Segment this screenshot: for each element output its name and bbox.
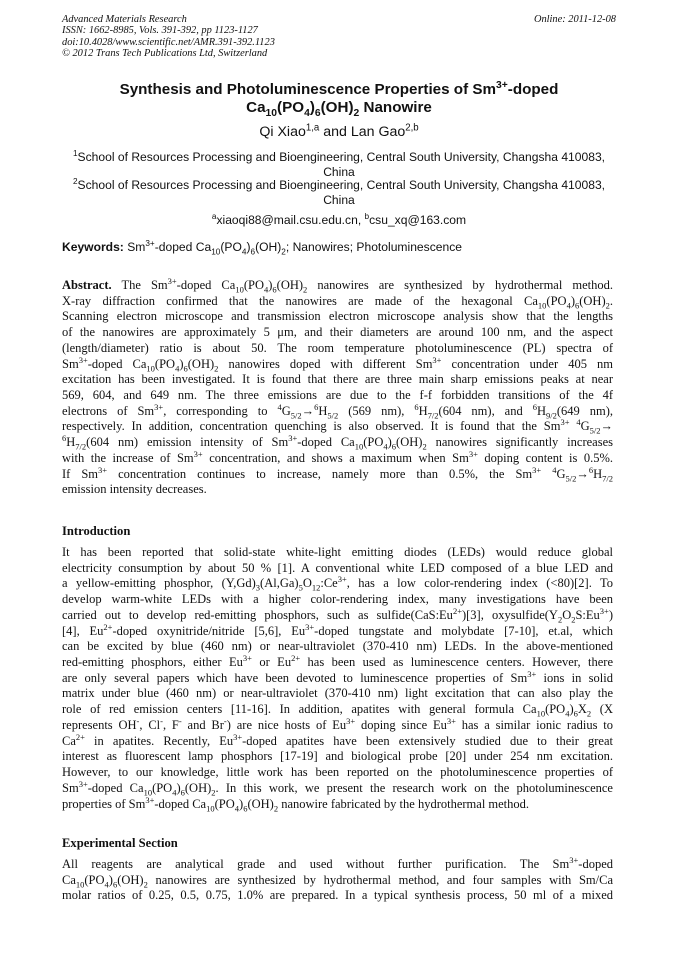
introduction-line: carried out to develop red-emitting phosphors, such as $sulfide(CaS:Eu^{2+})[3]$, $oxysulfide(Y_2O_2S:Eu^{3+})$ — [62, 605, 613, 625]
introduction-line: $Sm^{3+}$-doped $Ca_{10}(PO_4)_6(OH)_2$. In this work, we present the research work on the photoluminescence — [62, 778, 613, 798]
abstract-line: excitation has been investigated. It is found that there are three main sharp emissions peaks at near — [62, 372, 613, 387]
title-text: Nanowire — [359, 99, 432, 116]
affiliation-country: China — [323, 165, 355, 179]
author-name: Qi Xiao — [259, 124, 306, 140]
abstract-text: The $Sm^{3+}$-doped $Ca_{10}(PO_4)_6(OH)_2$ nanowires are synthesized by hydrothermal method. — [111, 275, 613, 295]
abstract-line: (length/diameter) ratio is about 50. The room temperature photoluminescence (PL) spectra of — [62, 340, 613, 355]
abstract-line: $^6H_{7/2}(604$ nm) emission intensity of $Sm^{3+}$-doped $Ca_{10}(PO_4)_6(OH)_2$ nanowires significantly increases — [62, 433, 613, 452]
author-conjunction: and — [319, 124, 351, 140]
affiliation-2 — [62, 178, 616, 208]
introduction-line: matrix under blue (460 nm) or near-ultraviolet (370-410 nm) light excitation that can also play the — [62, 686, 613, 701]
copyright-line: © 2012 Trans Tech Publications Ltd, Switzerland — [62, 48, 268, 60]
title-subscript: 10 — [265, 108, 278, 120]
abstract-line: electrons of $Sm^{3+}$, corresponding to $^4G_{5/2}\to^6H_{5/2}$ (569 nm), $^6H_{7/2}(604$ nm), and $^6H_{9/2}(649$ nm), — [62, 401, 613, 421]
affiliation-1 — [62, 150, 616, 180]
title-text: (PO — [277, 99, 305, 116]
affiliation-country: China — [323, 193, 355, 207]
introduction-line: represents OH-, Cl-, F- and Br-) are nice hosts of $Eu^{3+}$ doping since $Eu^{3+}$ has a similar ionic radius to — [62, 715, 613, 732]
email-address[interactable]: xiaoqi88@mail.csu.edu.cn, — [216, 213, 365, 227]
abstract-line: 569, 604, and 649 nm. The three emissions are due to the f-f forbidden transitions of the 4f — [62, 388, 613, 403]
title-text: -doped — [507, 81, 559, 98]
abstract-line: with the increase of $Sm^{3+}$ concentration, and shows a maximum when $Sm^{3+}$ doping content is 0.5%. — [62, 448, 613, 465]
doi-line: doi:10.4028/www.scientific.net/AMR.391-392.1123 — [62, 36, 275, 48]
email-superscript: a — [211, 211, 217, 221]
email-address[interactable]: csu_xq@163.com — [369, 213, 467, 227]
experimental-line: All reagents are analytical grade and used without further purification. The $Sm^{3+}$-doped — [62, 854, 613, 871]
title-text: Synthesis and Photoluminescence Properties of Sm — [119, 81, 496, 98]
introduction-line: $Ca^{2+}$ in apatites. Recently, $Eu^{3+}$-doped apatites have been extensively studied due to their great — [62, 731, 613, 748]
title-line-2 — [62, 99, 616, 120]
introduction-line: develop warm-white LEDs with a higher color-rendering index, many investigations have been — [62, 592, 613, 607]
abstract-body — [62, 294, 613, 498]
affiliation-line — [62, 178, 616, 193]
abstract-line: X-ray diffraction confirmed that the nanowires are made of the hexagonal $Ca_{10}(PO_4)_6(OH)_2$. — [62, 293, 613, 311]
author-list — [62, 124, 616, 140]
introduction-line: can be excited by blue (460 nm) or near-ultraviolet (370-410 nm) LEDs. In the above-mentioned — [62, 639, 613, 654]
affiliation-line — [62, 150, 616, 165]
affiliation-text: School of Resources Processing and Bioengineering, Central South University, Changsha 410083, — [77, 150, 606, 164]
keywords-text: (OH) — [255, 240, 282, 254]
introduction-line: red-emitting phosphors, either $Eu^{3+}$ or $Eu^{2+}$ has been used as luminescence centers. However, there — [62, 652, 613, 670]
keywords-text: ; Nanowires; Photoluminescence — [285, 240, 462, 254]
keywords-subscript: 6 — [250, 247, 256, 257]
journal-header — [62, 14, 622, 60]
introduction-line: interest as fluorescent lamp phosphors [17-19] and biological probe [20] under 254 nm excitation. — [62, 749, 613, 764]
abstract-label: Abstract. — [62, 278, 112, 292]
introduction-line: are only several papers which have been devoted to luminescence properties of $Sm^{3+}$ ions in solid — [62, 668, 613, 685]
author-superscript: 1,a — [305, 122, 320, 134]
title-superscript: 3+ — [496, 79, 508, 91]
title-text: Ca — [246, 99, 266, 116]
abstract-paragraph — [62, 275, 614, 498]
author-emails — [62, 213, 616, 227]
abstract-line: emission intensity decreases. — [62, 482, 207, 497]
keywords-label: Keywords: — [62, 240, 124, 254]
affiliation-superscript: 1 — [72, 148, 78, 158]
abstract-line: Scanning electron microscope and transmission electron microscope analysis show that the lengths — [62, 309, 613, 324]
keywords-text: -doped Ca — [154, 240, 212, 254]
introduction-line: a yellow-emitting phosphor, $(Y,Gd)_3(Al,Ga)_5O_{12}:Ce^{3+}$, has a low color-rendering index (<80)[2]. To — [62, 574, 613, 593]
journal-name: Advanced Materials Research — [62, 14, 187, 25]
introduction-line: electricity consumption by about 50 % [1]. A conventional white LED composed of a blue LED and — [62, 560, 613, 575]
issn-line: ISSN: 1662-8985, Vols. 391-392, pp 1123-1127 — [62, 25, 258, 37]
introduction-line: It has been reported that solid-state white-light emitting diodes (LEDs) would reduce global — [62, 545, 613, 559]
title-subscript: 4 — [304, 108, 310, 120]
affiliation-superscript: 2 — [72, 176, 78, 186]
title-subscript: 2 — [353, 108, 360, 120]
introduction-heading: Introduction — [62, 524, 131, 538]
introduction-line: [4], $Eu^{2+}$-doped oxynitride/nitride [5,6], $Eu^{3+}$-doped tungstate and molybdate [7-10], et.al, which — [62, 621, 614, 638]
author-superscript: 2,b — [405, 122, 419, 134]
affiliation-text: School of Resources Processing and Bioengineering, Central South University, Changsha 410083, — [77, 178, 606, 192]
keywords-text: ) — [246, 240, 251, 254]
keywords-subscript: 10 — [211, 247, 221, 257]
experimental-heading: Experimental Section — [62, 836, 178, 850]
author-name: Lan Gao — [350, 124, 406, 140]
abstract-line: of the nanowires are approximately 5 μm, and their diameters are around 100 nm, and the aspect — [62, 325, 613, 340]
keywords-subscript: 2 — [281, 247, 286, 257]
keywords-superscript: 3+ — [145, 238, 155, 248]
experimental-line: molar ratios of 0.25, 0.5, 0.75, 1.0% are prepared. In a typical synthesis process, 50 ml of a mixed — [62, 888, 613, 903]
abstract-line: $Sm^{3+}$-doped $Ca_{10}(PO_4)_6(OH)_2$ nanowires doped with different $Sm^{3+}$ concentration under 405 nm — [62, 354, 613, 374]
abstract-line: If $Sm^{3+}$ concentration continues to increase, namely more than 0.5%, the $Sm^{3+}$ $^4G_{5/2}\to^6H_{7/2}$ — [62, 464, 614, 484]
keywords-subscript: 4 — [241, 247, 247, 257]
experimental-paragraph — [62, 854, 613, 904]
title-line-1 — [62, 81, 616, 99]
introduction-paragraph — [62, 545, 613, 812]
title-text: ) — [309, 99, 315, 116]
keywords-text: (PO — [220, 240, 242, 254]
abstract-line: respectively. In addition, concentration quenching is also observed. It is found that the $Sm^{3+}$ $^4G_{5/2}\to$ — [62, 417, 613, 436]
email-superscript: b — [364, 211, 370, 221]
abstract-first-line — [62, 275, 613, 295]
introduction-line: role of red emission centers [11-16]. In addition, apatites with general formula $Ca_{10}(PO_4)_6X_2$ (X — [62, 702, 613, 719]
online-date: Online: 2011-12-08 — [533, 14, 616, 25]
title-subscript: 6 — [314, 108, 321, 120]
title-text: (OH) — [320, 99, 354, 116]
keywords-line — [62, 238, 622, 257]
keywords-text: Sm — [123, 240, 146, 254]
paper-title — [62, 79, 616, 120]
introduction-line: However, to our knowledge, little work has been reported on the photoluminescence properties of — [62, 765, 613, 780]
experimental-line: $Ca_{10}(PO_4)_6(OH)_2$ nanowires are synthesized by hydrothermal method, and four samples with Sm/Ca — [62, 872, 613, 890]
introduction-line: properties of $Sm^{3+}$-doped $Ca_{10}(PO_4)_6(OH)_2$ nanowire fabricated by the hydrothermal method. — [62, 794, 530, 813]
